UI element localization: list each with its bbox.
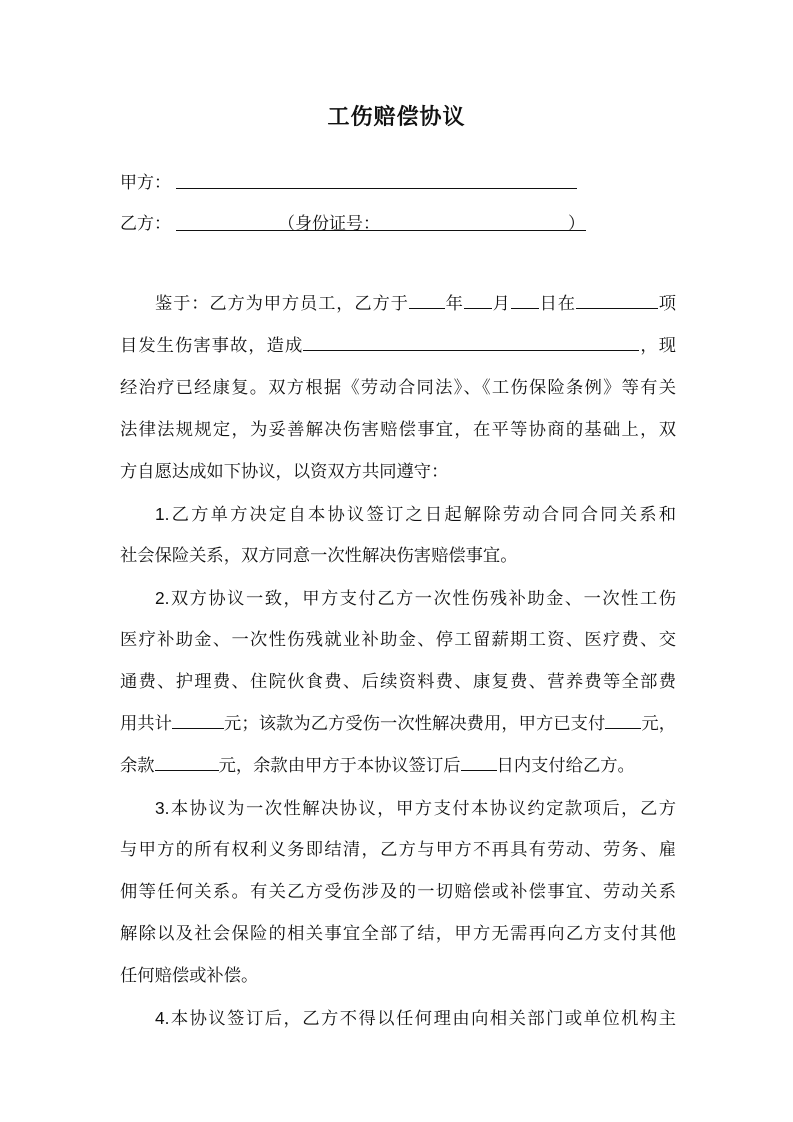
clause-number: 4. (155, 1008, 170, 1028)
clause-text: 元；该款为乙方受伤一次性解决费用，甲方已支付 (224, 714, 606, 734)
payment-days-blank (461, 750, 497, 771)
balance-amount-blank (155, 750, 219, 771)
party-b-id-close: ） (568, 214, 585, 234)
clause-3-line-5: 任何赔偿或补偿。 (120, 966, 259, 986)
clause-2-line-3: 通费、护理费、住院伙食费、后续资料费、康复费、营养费等全部费 (120, 672, 676, 692)
clause-number: 3. (155, 798, 170, 818)
clause-3-line-4: 解除以及社会保险的相关事宜全部了结，甲方无需再向乙方支付其他 (120, 924, 676, 944)
document-title: 工伤赔偿协议 (327, 104, 466, 130)
project-label: 项 (657, 294, 676, 314)
month-label: 月 (491, 294, 511, 314)
paid-amount-blank (605, 708, 641, 729)
day-blank (511, 288, 539, 309)
clause-2-line-2: 医疗补助金、一次性伤残就业补助金、停工留薪期工资、医疗费、交 (120, 630, 676, 650)
clause-3-line-1 (120, 787, 676, 829)
intro-line-2 (120, 325, 676, 367)
intro-line-4: 法律法规规定，为妥善解决伤害赔偿事宜，在平等协商的基础上，双 (120, 420, 676, 440)
intro-line-3: 经治疗已经康复。双方根据《劳动合同法》、《工伤保险条例》等有关 (120, 378, 676, 398)
clause-text: 元， (641, 714, 676, 734)
injury-result-blank (303, 330, 639, 351)
year-blank (409, 288, 445, 309)
clause-2-line-5 (120, 745, 676, 787)
agreement-body (120, 283, 676, 1039)
intro-text: 目发生伤害事故，造成 (120, 336, 304, 356)
party-b-id-label: （身份证号： (278, 214, 380, 234)
clause-text: 余款 (120, 756, 155, 776)
clause-2-line-4 (120, 703, 676, 745)
clause-3-line-2: 与甲方的所有权利义务即结清，乙方与甲方不再具有劳动、劳务、雇 (120, 840, 676, 860)
party-a-name-blank (176, 188, 577, 189)
clause-text: 元，余款由甲方于本协议签订后 (218, 756, 461, 776)
party-b-name-blank (176, 230, 586, 231)
total-amount-blank (172, 708, 224, 729)
clause-text: 本协议为一次性解决协议，甲方支付本协议约定款项后，乙方 (169, 799, 676, 819)
intro-line-1 (120, 283, 676, 325)
clause-4-line-1 (120, 997, 676, 1039)
party-a-label: 甲方： (120, 173, 171, 193)
clause-text: 乙方单方决定自本协议签订之日起解除劳动合同合同关系和 (169, 505, 676, 525)
clause-number: 1. (155, 504, 170, 524)
project-blank (576, 288, 658, 309)
month-blank (464, 288, 492, 309)
clause-text: 日内支付给乙方。 (496, 756, 635, 776)
intro-text: ，现 (639, 336, 676, 356)
year-label: 年 (444, 294, 464, 314)
clause-text: 双方协议一致，甲方支付乙方一次性伤残补助金、一次性工伤 (169, 589, 676, 609)
intro-text: 鉴于：乙方为甲方员工，乙方于 (155, 294, 409, 314)
intro-line-5: 方自愿达成如下协议，以资双方共同遵守： (120, 462, 449, 482)
clause-1-line-2: 社会保险关系，双方同意一次性解决伤害赔偿事宜。 (120, 546, 518, 566)
clause-3-line-3: 佣等任何关系。有关乙方受伤涉及的一切赔偿或补偿事宜、劳动关系 (120, 882, 676, 902)
day-label: 日在 (538, 294, 576, 314)
clause-2-line-1 (120, 577, 676, 619)
party-b-label: 乙方： (120, 214, 171, 234)
clause-text: 本协议签订后，乙方不得以任何理由向相关部门或单位机构主 (169, 1009, 676, 1029)
clause-text: 用共计 (120, 714, 172, 734)
clause-number: 2. (155, 588, 170, 608)
clause-1-line-1 (120, 493, 676, 535)
